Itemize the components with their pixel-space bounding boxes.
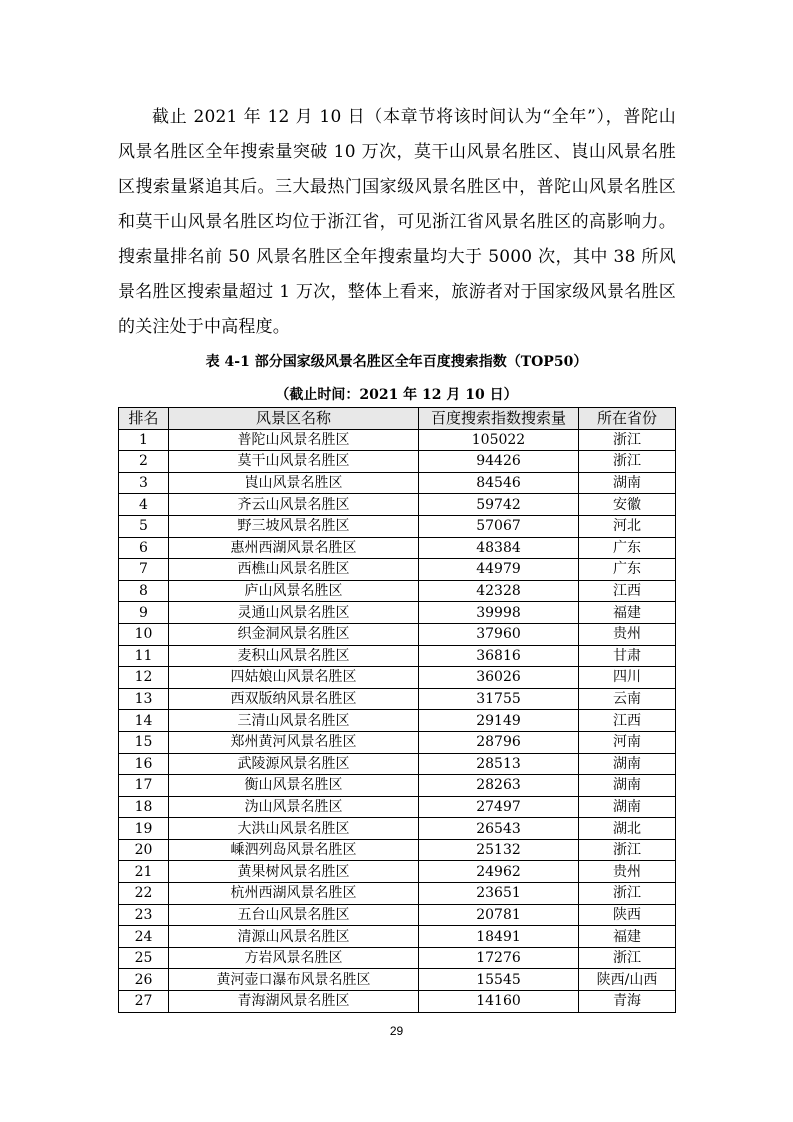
cell-province: 江西 xyxy=(579,710,676,732)
table-row xyxy=(119,688,676,710)
table-row xyxy=(119,775,676,797)
cell-count: 17276 xyxy=(419,947,579,969)
page-number: 29 xyxy=(389,1024,404,1038)
cell-count: 24962 xyxy=(419,861,579,883)
cell-name: 普陀山风景名胜区 xyxy=(169,429,419,451)
cell-name: 麦积山风景名胜区 xyxy=(169,645,419,667)
cell-name: 惠州西湖风景名胜区 xyxy=(169,537,419,559)
cell-province: 湖北 xyxy=(579,818,676,840)
cell-name: 衡山风景名胜区 xyxy=(169,775,419,797)
cell-count: 48384 xyxy=(419,537,579,559)
cell-count: 105022 xyxy=(419,429,579,451)
cell-name: 庐山风景名胜区 xyxy=(169,580,419,602)
table-row xyxy=(119,429,676,451)
cell-count: 36816 xyxy=(419,645,579,667)
cell-name: 郑州黄河风景名胜区 xyxy=(169,731,419,753)
header-name: 风景区名称 xyxy=(169,408,419,430)
table-row xyxy=(119,580,676,602)
cell-province: 江西 xyxy=(579,580,676,602)
cell-rank: 26 xyxy=(119,969,169,991)
cell-rank: 9 xyxy=(119,602,169,624)
cell-name: 灵通山风景名胜区 xyxy=(169,602,419,624)
table-row xyxy=(119,472,676,494)
cell-rank: 7 xyxy=(119,559,169,581)
table-row xyxy=(119,602,676,624)
cell-name: 西双版纳风景名胜区 xyxy=(169,688,419,710)
table-row xyxy=(119,991,676,1013)
cell-name: 武陵源风景名胜区 xyxy=(169,753,419,775)
table-row xyxy=(119,451,676,473)
header-province: 所在省份 xyxy=(579,408,676,430)
cell-name: 大洪山风景名胜区 xyxy=(169,818,419,840)
table-row xyxy=(119,645,676,667)
cell-rank: 8 xyxy=(119,580,169,602)
table-header-row xyxy=(119,408,676,430)
table-row xyxy=(119,969,676,991)
cell-name: 方岩风景名胜区 xyxy=(169,947,419,969)
cell-rank: 1 xyxy=(119,429,169,451)
cell-name: 黄果树风景名胜区 xyxy=(169,861,419,883)
cell-rank: 6 xyxy=(119,537,169,559)
cell-rank: 23 xyxy=(119,904,169,926)
cell-province: 广东 xyxy=(579,559,676,581)
cell-rank: 20 xyxy=(119,839,169,861)
cell-name: 织金洞风景名胜区 xyxy=(169,623,419,645)
cell-province: 青海 xyxy=(579,991,676,1013)
cell-rank: 13 xyxy=(119,688,169,710)
cell-name: 黄河壶口瀑布风景名胜区 xyxy=(169,969,419,991)
table-row xyxy=(119,537,676,559)
cell-rank: 27 xyxy=(119,991,169,1013)
table-row xyxy=(119,796,676,818)
cell-name: 齐云山风景名胜区 xyxy=(169,494,419,516)
cell-province: 安徽 xyxy=(579,494,676,516)
cell-name: 杭州西湖风景名胜区 xyxy=(169,883,419,905)
cell-rank: 5 xyxy=(119,515,169,537)
cell-province: 云南 xyxy=(579,688,676,710)
cell-rank: 21 xyxy=(119,861,169,883)
cell-province: 四川 xyxy=(579,667,676,689)
cell-rank: 24 xyxy=(119,926,169,948)
table-row xyxy=(119,883,676,905)
cell-name: 野三坡风景名胜区 xyxy=(169,515,419,537)
header-count: 百度搜索指数搜索量 xyxy=(419,408,579,430)
table-row xyxy=(119,623,676,645)
cell-count: 20781 xyxy=(419,904,579,926)
cell-province: 湖南 xyxy=(579,775,676,797)
table-row xyxy=(119,494,676,516)
cell-rank: 18 xyxy=(119,796,169,818)
cell-province: 陕西/山西 xyxy=(579,969,676,991)
cell-count: 15545 xyxy=(419,969,579,991)
cell-count: 42328 xyxy=(419,580,579,602)
cell-count: 26543 xyxy=(419,818,579,840)
body-paragraph: 截止 2021 年 12 月 10 日（本章节将该时间认为“全年”），普陀山风景名胜区全年搜索量突破 10 万次，莫干山风景名胜区、崀山风景名胜区搜索量紧追其后。三大最热门国家级风景名胜区中，普陀山风景名胜区和莫干山风景名胜区均位于浙江省，可见浙江省风景名胜区的高影响力。搜索量排名前 50 风景名胜区全年搜索量均大于 5000 次，其中 38 所风景名胜区搜索量超过 1 万次，整体上看来，旅游者对于国家级风景名胜区的关注处于中高程度。 xyxy=(118,107,676,337)
cell-province: 甘肃 xyxy=(579,645,676,667)
cell-count: 39998 xyxy=(419,602,579,624)
cell-rank: 17 xyxy=(119,775,169,797)
cell-rank: 15 xyxy=(119,731,169,753)
cell-name: 崀山风景名胜区 xyxy=(169,472,419,494)
table-row xyxy=(119,731,676,753)
cell-count: 57067 xyxy=(419,515,579,537)
table-row xyxy=(119,947,676,969)
cell-province: 浙江 xyxy=(579,947,676,969)
cell-count: 25132 xyxy=(419,839,579,861)
cell-rank: 2 xyxy=(119,451,169,473)
cell-count: 18491 xyxy=(419,926,579,948)
cell-rank: 14 xyxy=(119,710,169,732)
table-row xyxy=(119,818,676,840)
cell-name: 清源山风景名胜区 xyxy=(169,926,419,948)
table-row xyxy=(119,710,676,732)
cell-province: 浙江 xyxy=(579,429,676,451)
cell-rank: 11 xyxy=(119,645,169,667)
cell-name: 青海湖风景名胜区 xyxy=(169,991,419,1013)
cell-count: 36026 xyxy=(419,667,579,689)
cell-name: 五台山风景名胜区 xyxy=(169,904,419,926)
cell-rank: 4 xyxy=(119,494,169,516)
cell-rank: 10 xyxy=(119,623,169,645)
cell-province: 湖南 xyxy=(579,796,676,818)
table-row xyxy=(119,926,676,948)
cell-province: 福建 xyxy=(579,926,676,948)
cell-count: 23651 xyxy=(419,883,579,905)
cell-province: 河南 xyxy=(579,731,676,753)
cell-province: 广东 xyxy=(579,537,676,559)
table-title: 表 4-1 部分国家级风景名胜区全年百度搜索指数（TOP50） xyxy=(205,354,588,370)
cell-rank: 25 xyxy=(119,947,169,969)
cell-province: 浙江 xyxy=(579,839,676,861)
cell-province: 湖南 xyxy=(579,472,676,494)
cell-count: 37960 xyxy=(419,623,579,645)
cell-count: 28796 xyxy=(419,731,579,753)
cell-rank: 3 xyxy=(119,472,169,494)
table-row xyxy=(119,839,676,861)
cell-name: 四姑娘山风景名胜区 xyxy=(169,667,419,689)
cell-name: 沩山风景名胜区 xyxy=(169,796,419,818)
table-row xyxy=(119,559,676,581)
cell-name: 三清山风景名胜区 xyxy=(169,710,419,732)
cell-count: 14160 xyxy=(419,991,579,1013)
cell-rank: 19 xyxy=(119,818,169,840)
cell-province: 浙江 xyxy=(579,451,676,473)
cell-province: 贵州 xyxy=(579,623,676,645)
cell-rank: 22 xyxy=(119,883,169,905)
cell-count: 44979 xyxy=(419,559,579,581)
cell-province: 陕西 xyxy=(579,904,676,926)
cell-count: 94426 xyxy=(419,451,579,473)
cell-name: 嵊泗列岛风景名胜区 xyxy=(169,839,419,861)
table-row xyxy=(119,753,676,775)
table-subtitle: （截止时间：2021 年 12 月 10 日） xyxy=(275,387,518,403)
cell-rank: 16 xyxy=(119,753,169,775)
cell-province: 浙江 xyxy=(579,883,676,905)
cell-rank: 12 xyxy=(119,667,169,689)
table-body xyxy=(119,429,676,1012)
header-rank: 排名 xyxy=(119,408,169,430)
cell-count: 28263 xyxy=(419,775,579,797)
search-index-table xyxy=(118,407,676,1013)
cell-count: 29149 xyxy=(419,710,579,732)
cell-count: 59742 xyxy=(419,494,579,516)
cell-province: 河北 xyxy=(579,515,676,537)
cell-count: 31755 xyxy=(419,688,579,710)
table-row xyxy=(119,861,676,883)
cell-province: 湖南 xyxy=(579,753,676,775)
cell-count: 28513 xyxy=(419,753,579,775)
cell-name: 莫干山风景名胜区 xyxy=(169,451,419,473)
cell-province: 福建 xyxy=(579,602,676,624)
cell-count: 27497 xyxy=(419,796,579,818)
cell-name: 西樵山风景名胜区 xyxy=(169,559,419,581)
cell-province: 贵州 xyxy=(579,861,676,883)
table-row xyxy=(119,515,676,537)
table-row xyxy=(119,667,676,689)
cell-count: 84546 xyxy=(419,472,579,494)
table-row xyxy=(119,904,676,926)
